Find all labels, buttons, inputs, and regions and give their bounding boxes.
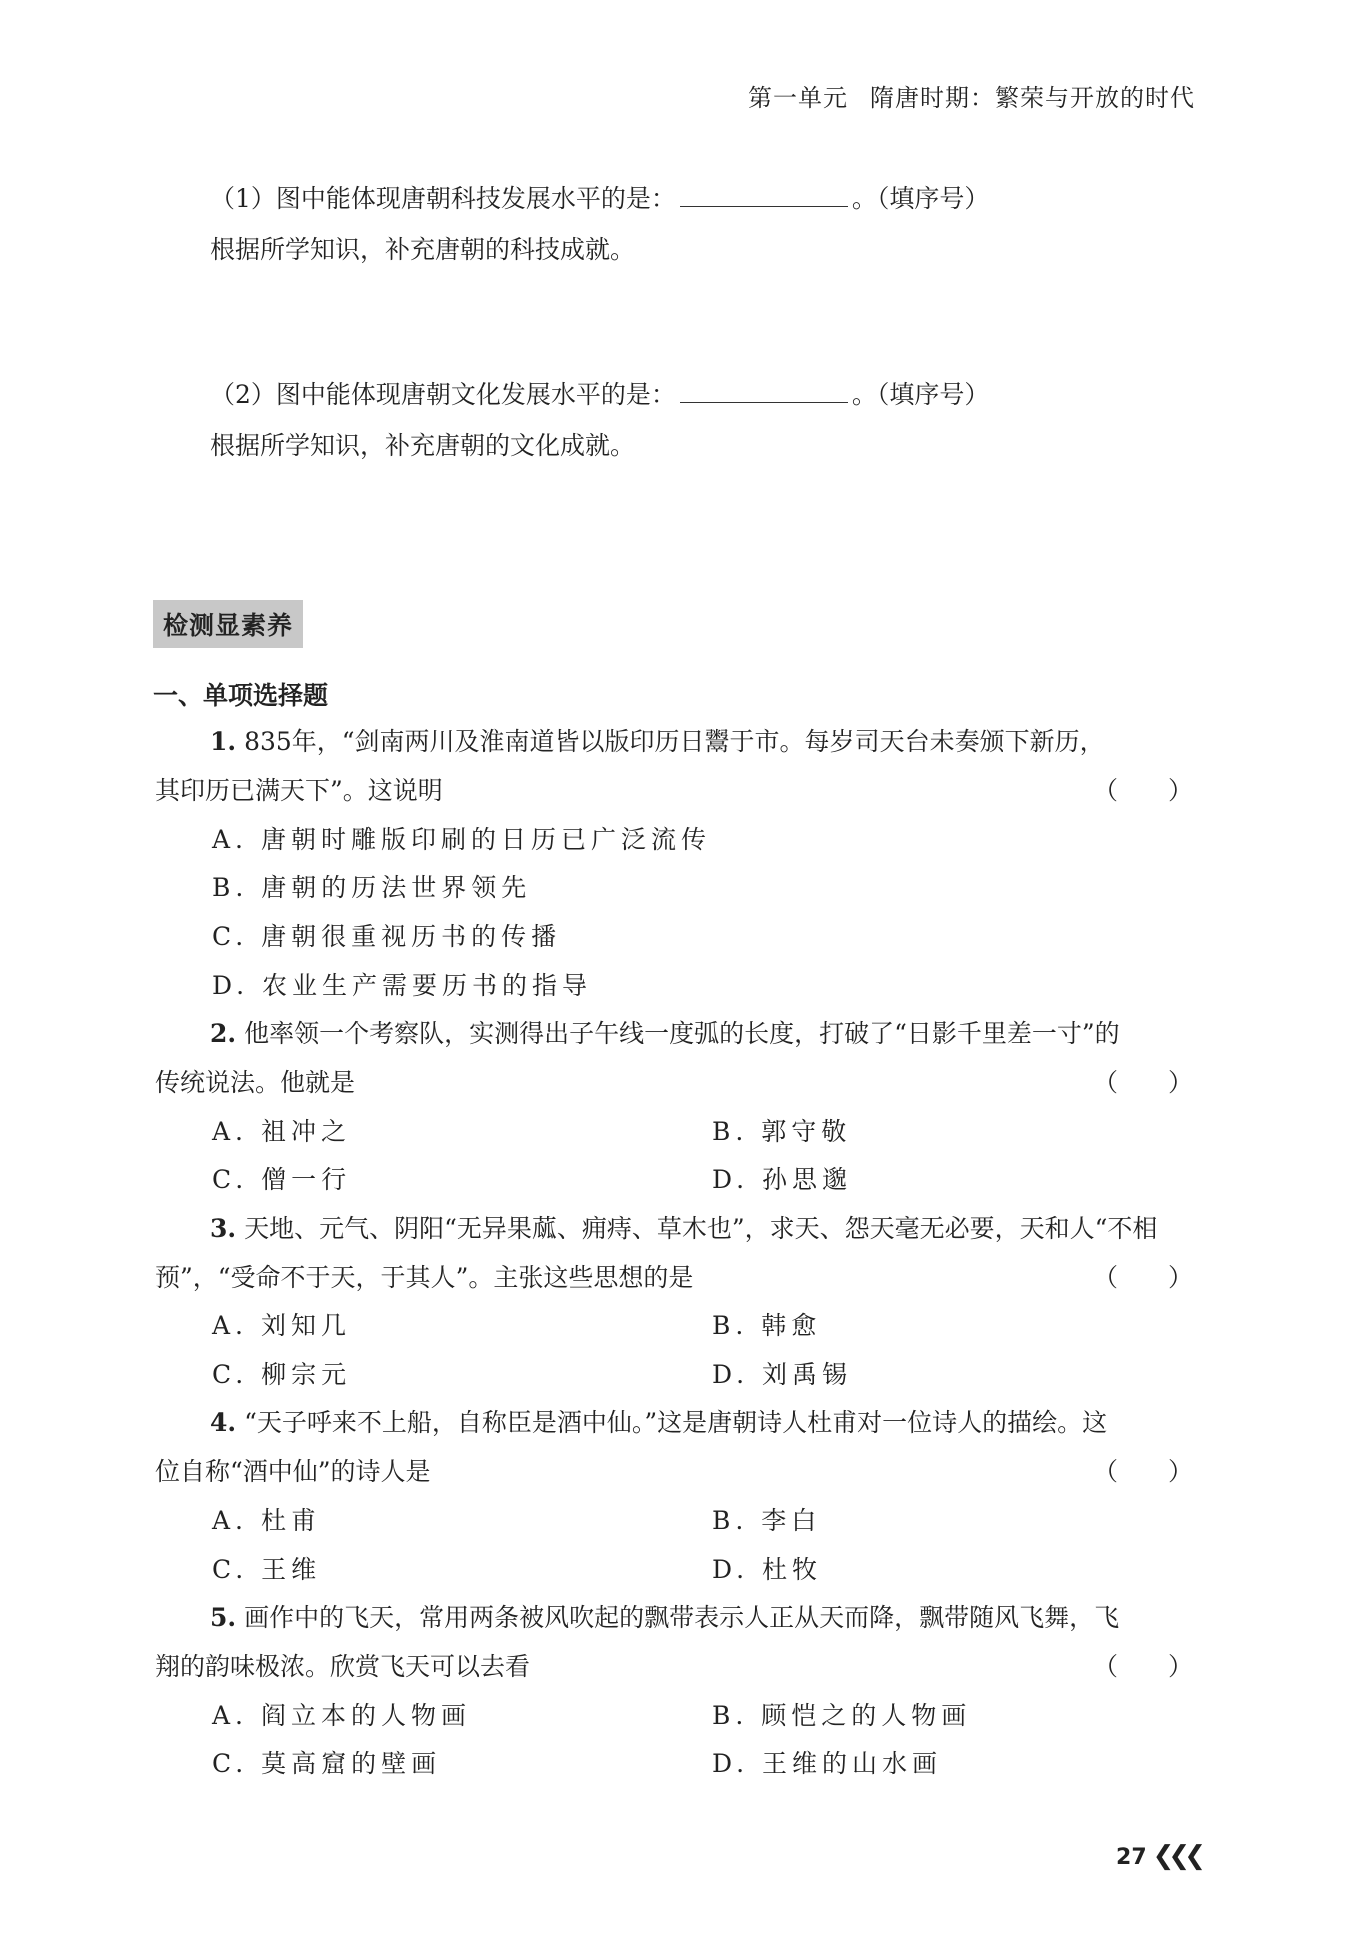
review-question-1: （1）图中能体现唐朝科技发展水平的是： 。（填序号） <box>210 180 989 217</box>
question-4-option-a[interactable]: A. 杜甫 <box>212 1506 321 1535</box>
question-5-option-a[interactable]: A. 阎立本的人物画 <box>212 1701 471 1730</box>
question-3-option-b[interactable]: B. 韩愈 <box>712 1311 822 1340</box>
question-3-line-1: 3. 天地、元气、阴阳“无异果蓏、痈痔、草木也”，求天、怨天毫无必要，天和人“不相 <box>210 1214 1158 1243</box>
question-1-option-a[interactable]: A. 唐朝时雕版印刷的日历已广泛流传 <box>212 825 711 854</box>
question-1-option-d[interactable]: D. 农业生产需要历书的指导 <box>212 971 593 1000</box>
section-title: 检测显素养 <box>153 600 303 648</box>
question-2-line-2: 传统说法。他就是 <box>155 1068 356 1097</box>
question-5-line-2: 翔的韵味极浓。欣赏飞天可以去看 <box>155 1652 531 1681</box>
page-marker-icon: ❮❮❮ <box>1152 1841 1200 1871</box>
question-4-line-1: 4. “天子呼来不上船，自称臣是酒中仙。”这是唐朝诗人杜甫对一位诗人的描绘。这 <box>210 1408 1108 1437</box>
unit-label: 第一单元 <box>748 84 848 112</box>
question-2-option-c[interactable]: C. 僧一行 <box>212 1165 352 1194</box>
question-3-line-2: 预”，“受命不于天，于其人”。主张这些思想的是 <box>155 1263 694 1292</box>
question-5-option-c[interactable]: C. 莫高窟的壁画 <box>212 1749 442 1778</box>
answer-paren-5[interactable]: （ ） <box>1092 1652 1193 1681</box>
question-3-option-d[interactable]: D. 刘禹锡 <box>712 1360 853 1389</box>
unit-title: 隋唐时期：繁荣与开放的时代 <box>870 84 1195 112</box>
question-1-option-c[interactable]: C. 唐朝很重视历书的传播 <box>212 922 562 951</box>
answer-paren-1[interactable]: （ ） <box>1092 776 1193 805</box>
question-1-option-b[interactable]: B. 唐朝的历法世界领先 <box>212 873 532 902</box>
question-5-line-1: 5. 画作中的飞天，常用两条被风吹起的飘带表示人正从天而降，飘带随风飞舞，飞 <box>210 1603 1120 1632</box>
question-2-option-a[interactable]: A. 祖冲之 <box>212 1117 351 1146</box>
answer-paren-2[interactable]: （ ） <box>1092 1068 1193 1097</box>
question-4-option-d[interactable]: D. 杜牧 <box>712 1555 823 1584</box>
question-4-option-c[interactable]: C. 王维 <box>212 1555 322 1584</box>
answer-paren-4[interactable]: （ ） <box>1092 1457 1193 1486</box>
section-heading: 一、单项选择题 <box>153 681 329 710</box>
question-4-line-2: 位自称“酒中仙”的诗人是 <box>155 1457 431 1486</box>
review-question-2: （2）图中能体现唐朝文化发展水平的是： 。（填序号） <box>210 376 989 413</box>
running-header <box>748 78 1195 113</box>
question-1-line-2: 其印历已满天下”。这说明 <box>155 776 443 805</box>
answer-blank-2[interactable] <box>680 376 848 403</box>
question-5-option-b[interactable]: B. 顾恺之的人物画 <box>712 1701 972 1730</box>
review-question-1-follow: 根据所学知识，补充唐朝的科技成就。 <box>210 235 636 264</box>
answer-blank-1[interactable] <box>680 180 848 207</box>
question-3-option-c[interactable]: C. 柳宗元 <box>212 1360 352 1389</box>
question-4-option-b[interactable]: B. 李白 <box>712 1506 822 1535</box>
question-5-option-d[interactable]: D. 王维的山水画 <box>712 1749 943 1778</box>
question-2-option-b[interactable]: B. 郭守敬 <box>712 1117 852 1146</box>
answer-paren-3[interactable]: （ ） <box>1092 1263 1193 1292</box>
review-question-2-follow: 根据所学知识，补充唐朝的文化成就。 <box>210 431 636 460</box>
question-2-option-d[interactable]: D. 孙思邈 <box>712 1165 853 1194</box>
question-3-option-a[interactable]: A. 刘知几 <box>212 1311 351 1340</box>
question-2-line-1: 2. 他率领一个考察队，实测得出子午线一度弧的长度，打破了“日影千里差一寸”的 <box>210 1019 1120 1048</box>
question-1-line-1: 1. 835年，“剑南两川及淮南道皆以版印历日鬻于市。每岁司天台未奏颁下新历， <box>210 727 1105 756</box>
page-number: 27 ❮❮❮ <box>1116 1841 1200 1871</box>
